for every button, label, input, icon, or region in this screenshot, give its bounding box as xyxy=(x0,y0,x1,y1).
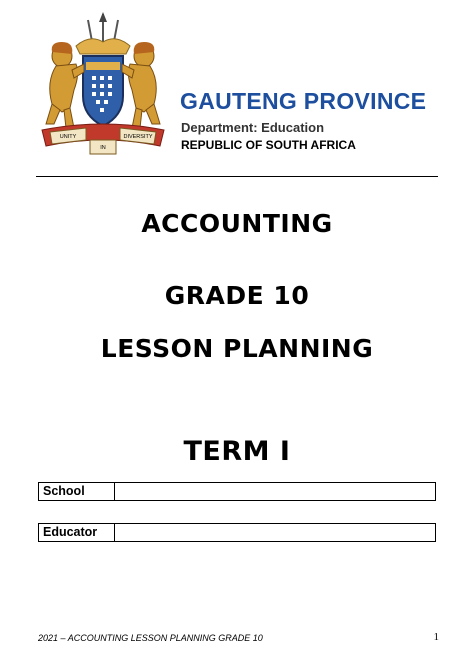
left-lion-mane xyxy=(52,42,73,54)
gauteng-coat-of-arms-logo xyxy=(36,12,170,164)
header-divider xyxy=(36,176,438,177)
province-name: GAUTENG PROVINCE xyxy=(180,88,427,114)
footer-text: 2021 – ACCOUNTING LESSON PLANNING GRADE 10 xyxy=(38,633,263,643)
spear-tip xyxy=(99,12,107,22)
department-name: Department: Education xyxy=(181,120,325,135)
educator-field xyxy=(38,523,436,542)
shield-gold-band xyxy=(86,62,120,70)
subject-title: ACCOUNTING xyxy=(141,209,333,238)
educator-label: Educator xyxy=(39,524,115,541)
term-title: TERM I xyxy=(183,436,291,467)
country-name: REPUBLIC OF SOUTH AFRICA xyxy=(181,138,356,152)
grade-title: GRADE 10 xyxy=(164,281,310,310)
right-lion-mane xyxy=(134,42,155,54)
document-type-title: LESSON PLANNING xyxy=(100,334,374,363)
left-lion xyxy=(46,45,84,128)
right-lion xyxy=(122,45,160,128)
school-input[interactable] xyxy=(115,483,435,500)
motto-unity: UNITY xyxy=(59,134,77,140)
educator-input[interactable] xyxy=(115,524,435,541)
school-field xyxy=(38,482,436,501)
motto-in: IN xyxy=(100,145,106,151)
school-label: School xyxy=(39,483,115,500)
page-number: 1 xyxy=(433,631,439,643)
motto-diversity: DIVERSITY xyxy=(123,134,153,140)
